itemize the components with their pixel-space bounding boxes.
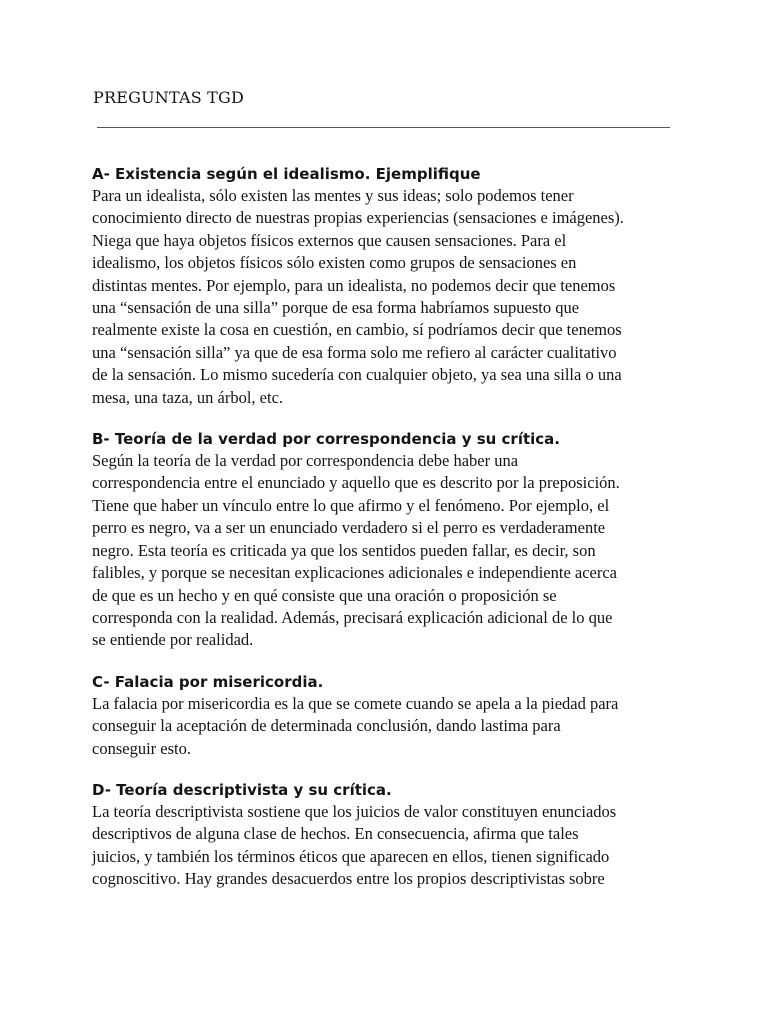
body-line: La teoría descriptivista sostiene que los juicios de valor constituyen enunciados bbox=[92, 801, 617, 821]
section-heading: C- Falacia por misericordia. bbox=[92, 672, 324, 691]
section-heading: D- Teoría descriptivista y su crítica. bbox=[92, 780, 392, 799]
section-body bbox=[92, 450, 682, 652]
sections-container bbox=[92, 163, 682, 910]
body-line: distintas mentes. Por ejemplo, para un idealista, no podemos decir que tenemos bbox=[92, 275, 616, 295]
body-line: cognoscitivo. Hay grandes desacuerdos entre los propios descriptivistas sobre bbox=[92, 869, 605, 889]
body-line: de que es un hecho y en qué consiste que una oración o proposición se bbox=[92, 585, 557, 605]
body-line: La falacia por misericordia es la que se comete cuando se apela a la piedad para bbox=[92, 693, 619, 713]
body-line: se entiende por realidad. bbox=[92, 630, 254, 650]
section-body bbox=[92, 693, 682, 760]
section-b bbox=[92, 428, 682, 652]
body-line: Niega que haya objetos físicos externos que causen sensaciones. Para el bbox=[92, 230, 567, 250]
section-a bbox=[92, 163, 682, 409]
body-line: una “sensación silla” ya que de esa forma solo me refiero al carácter cualitativo bbox=[92, 342, 617, 362]
body-line: conocimiento directo de nuestras propias experiencias (sensaciones e imágenes). bbox=[92, 208, 624, 228]
body-line: perro es negro, va a ser un enunciado verdadero si el perro es verdaderamente bbox=[92, 518, 606, 538]
body-line: corresponda con la realidad. Además, precisará explicación adicional de lo que bbox=[92, 607, 613, 627]
section-c bbox=[92, 671, 682, 760]
body-line: conseguir esto. bbox=[92, 738, 191, 758]
body-line: Según la teoría de la verdad por correspondencia debe haber una bbox=[92, 451, 519, 471]
page-title: PREGUNTAS TGD bbox=[93, 88, 245, 107]
body-line: falibles, y porque se necesitan explicaciones adicionales e independiente acerca bbox=[92, 563, 618, 583]
body-line: descriptivos de alguna clase de hechos. En consecuencia, afirma que tales bbox=[92, 824, 579, 844]
section-body bbox=[92, 801, 682, 891]
section-d bbox=[92, 779, 682, 891]
body-line: idealismo, los objetos físicos sólo existen como grupos de sensaciones en bbox=[92, 253, 577, 273]
body-line: correspondencia entre el enunciado y aquello que es descrito por la preposición. bbox=[92, 473, 620, 493]
section-heading: B- Teoría de la verdad por correspondencia y su crítica. bbox=[92, 430, 560, 449]
section-heading: A- Existencia según el idealismo. Ejemplifique bbox=[92, 165, 481, 183]
body-line: conseguir la aceptación de determinada conclusión, dando lastima para bbox=[92, 716, 561, 736]
body-line: Tiene que haber un vínculo entre lo que afirmo y el fenómeno. Por ejemplo, el bbox=[92, 495, 610, 515]
section-body bbox=[92, 185, 682, 409]
body-line: una “sensación de una silla” porque de esa forma habríamos supuesto que bbox=[92, 298, 580, 318]
body-line: Para un idealista, sólo existen las mentes y sus ideas; solo podemos tener bbox=[92, 186, 574, 205]
body-line: realmente existe la cosa en cuestión, en cambio, sí podríamos decir que tenemos bbox=[92, 320, 622, 340]
body-line: negro. Esta teoría es criticada ya que los sentidos pueden fallar, es decir, son bbox=[92, 540, 596, 560]
body-line: juicios, y también los términos éticos que aparecen en ellos, tienen significado bbox=[92, 846, 610, 866]
title-divider bbox=[97, 127, 670, 128]
body-line: mesa, una taza, un árbol, etc. bbox=[92, 387, 284, 407]
body-line: de la sensación. Lo mismo sucedería con cualquier objeto, ya sea una silla o una bbox=[92, 365, 622, 385]
